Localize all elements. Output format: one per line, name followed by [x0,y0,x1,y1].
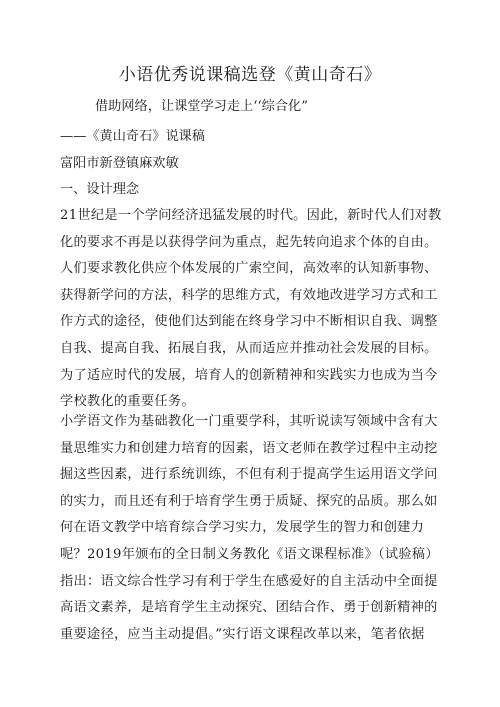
paragraph-line: 的实力，而且还有利于培育学生勇于质疑、探究的品质。那么如 [60,493,438,509]
author-line: 富阳市新登镇麻欢敏 [60,156,179,171]
paragraph-line: 掘这些因素，进行系统训练，不但有利于提高学生运用语文学问 [60,467,438,483]
paragraph-line: 人们要求教化供应个体发展的广索空间，高效率的认知新事物、 [60,261,438,277]
paragraph-line: 化的要求不再是以获得学问为重点，起先转向追求个体的自由。 [60,234,438,250]
page-title: 小语优秀说课稿选登《黄山奇石》 [118,65,382,85]
lesson-reference: ——《黄山奇石》说课稿 [60,129,206,144]
paragraph-line: 作方式的途径，使他们达到能在终身学习中不断相识自我、调整 [60,314,438,330]
paragraph-line: 高语文素养，是培育学生主动探究、团结合作、勇于创新精神的 [60,600,438,616]
paragraph-line: 重要途径，应当主动提倡。”实行语文课程改革以来，笔者依据 [60,626,425,642]
paragraph-line: 小学语文作为基础教化一门重要学科，其听说读写领域中含有大 [60,414,438,429]
paragraph-line: 指出：语文综合性学习有利于学生在感爱好的自主活动中全面提 [60,573,438,589]
section-heading: 一、设计理念 [60,182,140,197]
paragraph-line: 呢？2019年颁布的全日制义务教化《语文课程标准》（试验稿） [60,547,439,562]
paragraph-line: 何在语文教学中培育综合学习实力，发展学生的智力和创建力 [60,520,425,536]
paragraph-line: 自我、提高自我、拓展自我，从而适应并推动社会发展的目标。 [60,341,438,356]
paragraph-line: 获得新学问的方法，科学的思维方式，有效地改进学习方式和工 [60,287,438,303]
paragraph-line: 量思维实力和创建力培育的因素，语文老师在教学过程中主动挖 [60,440,438,456]
paragraph-line: 为了适应时代的发展，培育人的创新精神和实践实力也成为当今 [60,367,438,383]
paragraph-line: 学校教化的重要任务。 [60,394,195,410]
document-subtitle: 借助网络，让课堂学习走上‘‘综合化” [95,99,308,114]
paragraph-line: 21世纪是一个学问经济迅猛发展的时代。因此，新时代人们对教 [60,208,442,223]
